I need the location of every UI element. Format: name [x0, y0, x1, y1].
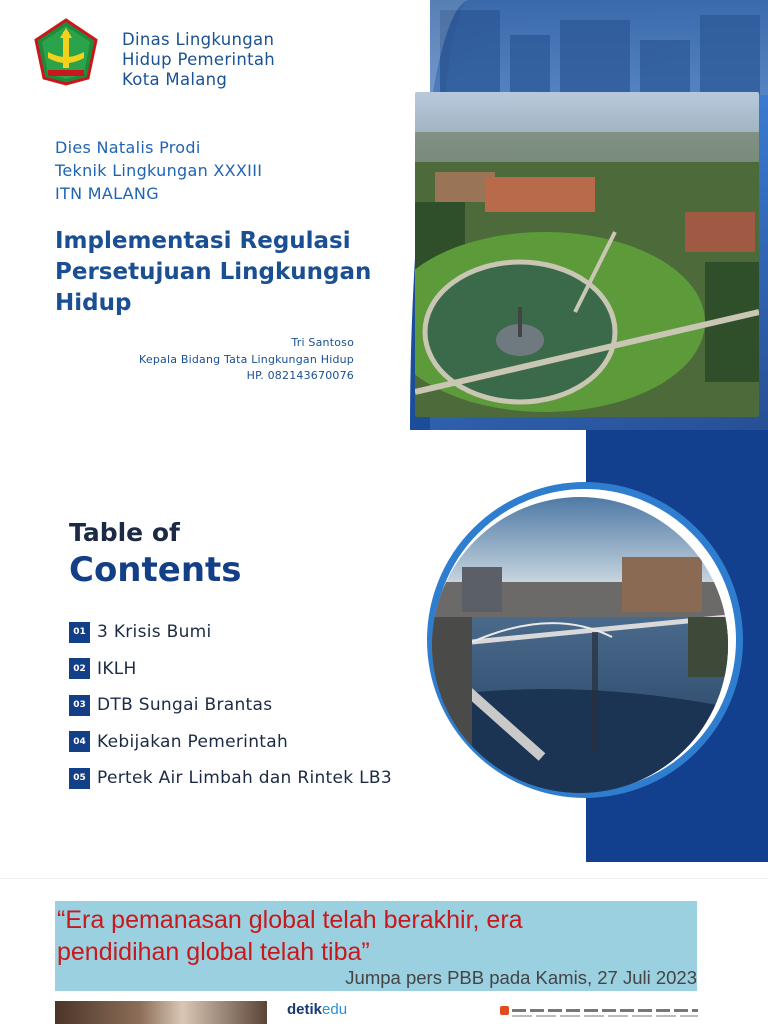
river-bridge-photo — [432, 497, 728, 793]
title-line: Implementasi Regulasi — [55, 228, 351, 254]
presenter-phone: HP. 082143670076 — [246, 369, 354, 382]
quote-source: Jumpa pers PBB pada Kamis, 27 Juli 2023 — [345, 967, 697, 988]
toc-item — [69, 687, 392, 724]
presentation-title — [55, 226, 371, 319]
news-subnav-strip — [512, 1015, 698, 1017]
event-line: Dies Natalis Prodi — [55, 138, 201, 157]
title-line: Hidup — [55, 290, 132, 316]
news-brand-part: edu — [322, 1001, 348, 1018]
toc-item — [69, 724, 392, 761]
toc-number-badge: 05 — [69, 768, 90, 789]
event-name — [55, 136, 262, 205]
org-line: Kota Malang — [122, 70, 228, 89]
title-slide — [0, 0, 768, 430]
toc-number-badge: 03 — [69, 695, 90, 716]
presenter-name: Tri Santoso — [291, 336, 354, 349]
news-site-header-thumbnail — [500, 1006, 700, 1016]
org-line: Hidup Pemerintah — [122, 50, 276, 69]
news-nav-strip — [512, 1009, 698, 1012]
toc-number-badge: 04 — [69, 731, 90, 752]
news-brand-logo — [287, 1001, 347, 1018]
toc-item — [69, 614, 392, 651]
table-of-contents-slide — [0, 430, 768, 862]
quote-line: “Era pemanasan global telah berakhir, era — [57, 906, 523, 934]
news-brand-part: detik — [287, 1001, 323, 1018]
toc-item-label: 3 Krisis Bumi — [97, 622, 212, 643]
toc-item-label: IKLH — [97, 658, 137, 679]
toc-number-badge: 02 — [69, 658, 90, 679]
organization-name — [122, 30, 275, 90]
toc-item — [69, 651, 392, 688]
toc-item — [69, 760, 392, 797]
speaker-photo — [55, 1001, 267, 1024]
toc-heading-small: Table of — [69, 518, 180, 547]
presenter-info — [139, 335, 354, 385]
event-line: ITN MALANG — [55, 184, 159, 203]
toc-item-label: Pertek Air Limbah dan Rintek LB3 — [97, 768, 392, 789]
org-line: Dinas Lingkungan — [122, 30, 275, 49]
title-line: Persetujuan Lingkungan — [55, 259, 372, 285]
event-line: Teknik Lingkungan XXXIII — [55, 161, 263, 180]
toc-item-label: Kebijakan Pemerintah — [97, 731, 289, 752]
quote-slide — [0, 878, 768, 1024]
toc-heading-large: Contents — [69, 550, 242, 590]
quote-line: pendidihan global telah tiba” — [57, 938, 370, 966]
quote-text — [57, 904, 697, 968]
toc-item-label: DTB Sungai Brantas — [97, 695, 273, 716]
presenter-role: Kepala Bidang Tata Lingkungan Hidup — [139, 352, 354, 366]
toc-number-badge: 01 — [69, 622, 90, 643]
aerial-city-photo — [415, 92, 759, 417]
toc-list — [69, 614, 392, 797]
kota-malang-logo — [34, 18, 98, 86]
buildings-backdrop — [430, 0, 768, 95]
news-site-logo-icon — [500, 1006, 509, 1015]
